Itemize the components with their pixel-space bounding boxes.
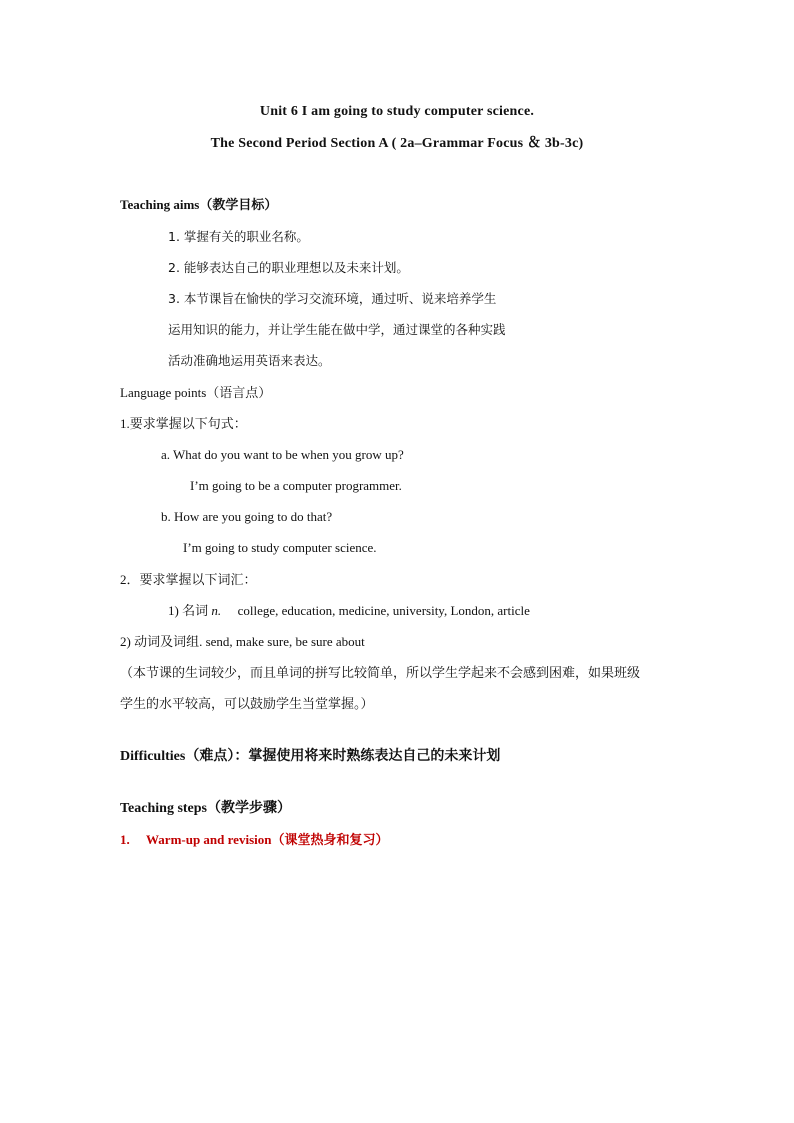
pattern-a-question: a. What do you want to be when you grow up? (161, 447, 404, 462)
aim-item-3-cont-1: 运用知识的能力，并让学生能在做中学，通过课堂的各种实践 (168, 322, 506, 337)
difficulties-line (120, 748, 500, 766)
vocabulary-heading: 2．要求掌握以下词汇： (120, 572, 257, 587)
note-line-2: 学生的水平较高，可以鼓励学生当堂掌握。） (120, 696, 374, 711)
nouns-list: college, education, medicine, university, London, article (237, 603, 530, 618)
aim-item-1: 1. 掌握有关的职业名称。 (168, 229, 309, 244)
step-item-1 (120, 831, 388, 849)
nouns-label: 1) 名词 (168, 603, 209, 618)
sentence-patterns-heading: 1.要求掌握以下句式： (120, 416, 247, 431)
teaching-aims-heading: Teaching aims（教学目标） (120, 197, 278, 212)
difficulties-label: Difficulties（难点）： (120, 749, 249, 764)
nouns-pos: n. (211, 603, 222, 618)
page-title: Unit 6 I am going to study computer science. (259, 104, 535, 119)
step-number: 1. (120, 832, 130, 847)
step-title-en: Warm-up and revision (146, 832, 272, 847)
pattern-a-answer: I’m going to be a computer programmer. (190, 478, 402, 493)
pattern-b-question: b. How are you going to do that? (161, 509, 333, 524)
aim-item-3: 3. 本节课旨在愉快的学习交流环境，通过听、说来培养学生 (168, 291, 497, 306)
note-line-1: （本节课的生词较少，而且单词的拼写比较简单，所以学生学起来不会感到困难，如果班级 (120, 665, 641, 680)
verbs-line: 2) 动词及词组. send, make sure, be sure about (120, 634, 365, 649)
pattern-b-answer: I’m going to study computer science. (183, 540, 377, 555)
aim-item-2: 2. 能够表达自己的职业理想以及未来计划。 (168, 260, 409, 275)
difficulties-text: 掌握使用将来时熟练表达自己的未来计划 (248, 749, 501, 764)
step-title-cn: （课堂热身和复习） (271, 832, 389, 847)
nouns-line (168, 602, 530, 620)
page-subtitle: The Second Period Section A ( 2a–Grammar Focus ＆ 3b-3c) (210, 136, 584, 151)
teaching-steps-heading: Teaching steps（教学步骤） (120, 801, 292, 816)
language-points-heading: Language points（语言点） (120, 385, 272, 400)
aim-item-3-cont-2: 活动准确地运用英语来表达。 (168, 353, 331, 368)
